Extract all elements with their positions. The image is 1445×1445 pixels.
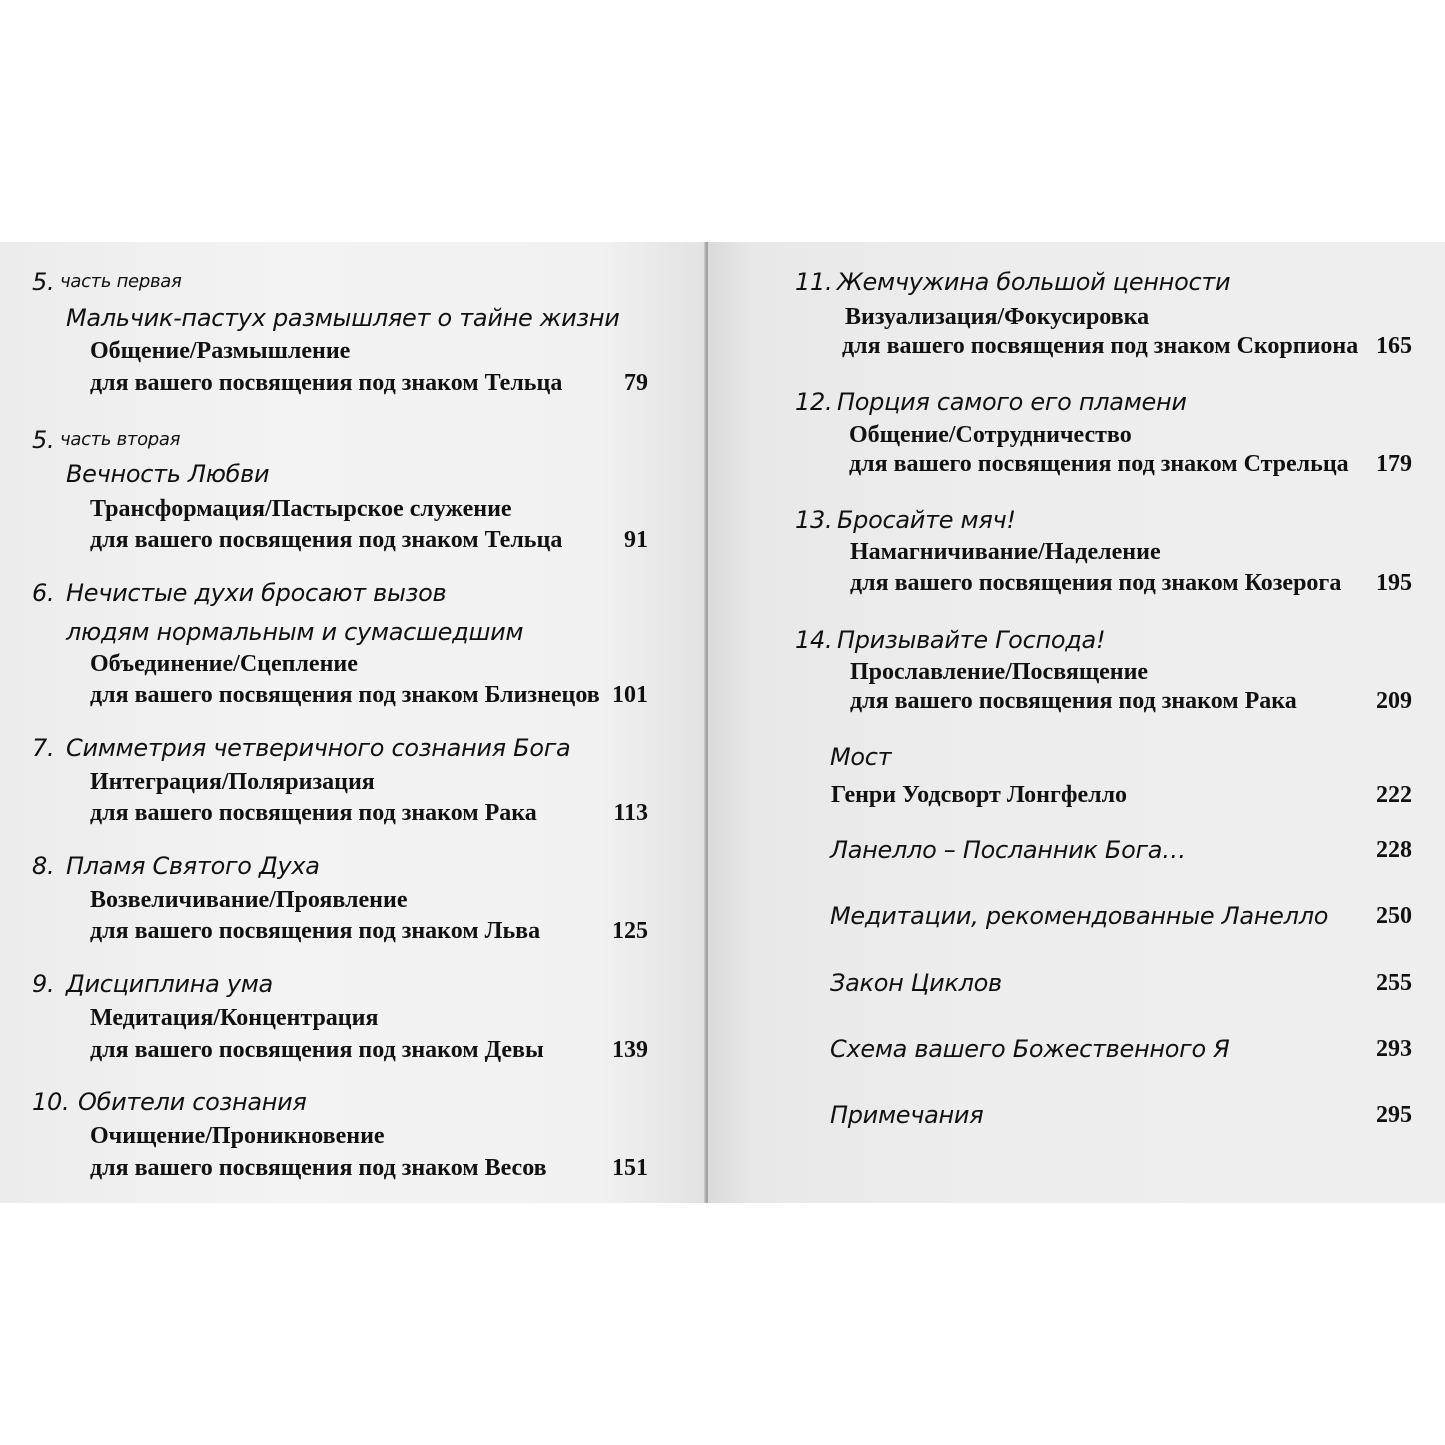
entry-title: Призывайте Господа!	[837, 626, 1106, 654]
entry-page-number: 91	[624, 527, 648, 553]
entry-page-number: 195	[1376, 570, 1412, 596]
entry-number: 11.	[795, 268, 833, 296]
entry-dedication: для вашего посвящения под знаком Тельца	[90, 527, 563, 553]
appendix-page-number: 255	[1376, 970, 1412, 996]
appendix-title: Схема вашего Божественного Я	[830, 1035, 1230, 1063]
entry-number: 7.	[32, 734, 55, 762]
entry-title: Симметрия четверичного сознания Бога	[66, 734, 571, 762]
left-page	[0, 242, 706, 1203]
entry-subtitle: Медитация/Концентрация	[90, 1005, 379, 1031]
entry-title: Вечность Любви	[66, 460, 270, 488]
entry-number: 5.	[32, 426, 55, 454]
entry-subtitle: Интеграция/Поляризация	[90, 769, 375, 795]
entry-page-number: 125	[612, 918, 648, 944]
appendix-page-number: 228	[1376, 837, 1412, 863]
entry-subtitle: Возвеличивание/Проявление	[90, 887, 408, 913]
entry-number: 5.	[32, 268, 55, 296]
entry-dedication: для вашего посвящения под знаком Рака	[90, 800, 537, 826]
entry-page-number: 151	[612, 1155, 648, 1181]
entry-dedication: для вашего посвящения под знаком Тельца	[90, 370, 563, 396]
entry-number: 8.	[32, 852, 55, 880]
entry-dedication: для вашего посвящения под знаком Близнецов	[90, 682, 600, 708]
entry-subtitle: Прославление/Посвящение	[850, 659, 1149, 685]
entry-title: Нечистые духи бросают вызов	[66, 579, 447, 607]
appendix-title: Мост	[830, 743, 892, 771]
entry-subtitle: Намагничивание/Наделение	[850, 539, 1161, 565]
entry-subtitle: Объединение/Сцепление	[90, 651, 358, 677]
appendix-subtitle: Генри Уодсворт Лонгфелло	[831, 782, 1128, 808]
entry-title: Пламя Святого Духа	[66, 852, 320, 880]
book-spread	[0, 242, 1445, 1203]
entry-number: 9.	[32, 970, 55, 998]
entry-dedication: для вашего посвящения под знаком Льва	[90, 918, 541, 944]
entry-title: Мальчик-пастух размышляет о тайне жизни	[66, 304, 620, 332]
entry-subtitle: Трансформация/Пастырское служение	[90, 496, 512, 522]
appendix-page-number: 295	[1376, 1102, 1412, 1128]
entry-number: 12.	[795, 388, 833, 416]
appendix-title: Ланелло – Посланник Бога…	[830, 836, 1186, 864]
appendix-page-number: 250	[1376, 903, 1412, 929]
entry-page-number: 139	[612, 1037, 648, 1063]
entry-part-label: часть первая	[60, 271, 182, 292]
entry-title: Дисциплина ума	[66, 970, 273, 998]
entry-page-number: 101	[612, 682, 648, 708]
entry-number: 6.	[32, 579, 55, 607]
appendix-page-number: 222	[1376, 782, 1412, 808]
entry-dedication: для вашего посвящения под знаком Весов	[90, 1155, 547, 1181]
entry-page-number: 179	[1376, 451, 1412, 477]
entry-title: Бросайте мяч!	[837, 506, 1016, 534]
entry-title: Порция самого его пламени	[837, 388, 1187, 416]
entry-subtitle: Очищение/Проникновение	[90, 1123, 385, 1149]
entry-dedication: для вашего посвящения под знаком Рака	[850, 688, 1297, 714]
appendix-title: Медитации, рекомендованные Ланелло	[830, 902, 1329, 930]
entry-dedication: для вашего посвящения под знаком Девы	[90, 1037, 544, 1063]
entry-subtitle: Общение/Сотрудничество	[849, 422, 1132, 448]
entry-title-continued: людям нормальным и сумасшедшим	[66, 618, 524, 646]
entry-page-number: 165	[1376, 333, 1412, 359]
entry-dedication: для вашего посвящения под знаком Стрельца	[849, 451, 1349, 477]
entry-number: 14.	[795, 626, 833, 654]
entry-page-number: 113	[613, 800, 648, 826]
right-page	[708, 242, 1445, 1203]
entry-subtitle: Общение/Размышление	[90, 338, 351, 364]
entry-page-number: 79	[624, 370, 648, 396]
entry-title: Обители сознания	[78, 1088, 307, 1116]
appendix-title: Примечания	[830, 1101, 984, 1129]
entry-subtitle: Визуализация/Фокусировка	[845, 304, 1150, 330]
appendix-title: Закон Циклов	[830, 969, 1002, 997]
entry-title: Жемчужина большой ценности	[837, 268, 1231, 296]
appendix-page-number: 293	[1376, 1036, 1412, 1062]
entry-part-label: часть вторая	[60, 429, 181, 450]
entry-dedication: для вашего посвящения под знаком Козерога	[850, 570, 1342, 596]
entry-dedication: для вашего посвящения под знаком Скорпиона	[842, 333, 1359, 359]
entry-page-number: 209	[1376, 688, 1412, 714]
entry-number: 10.	[32, 1088, 70, 1116]
entry-number: 13.	[795, 506, 833, 534]
